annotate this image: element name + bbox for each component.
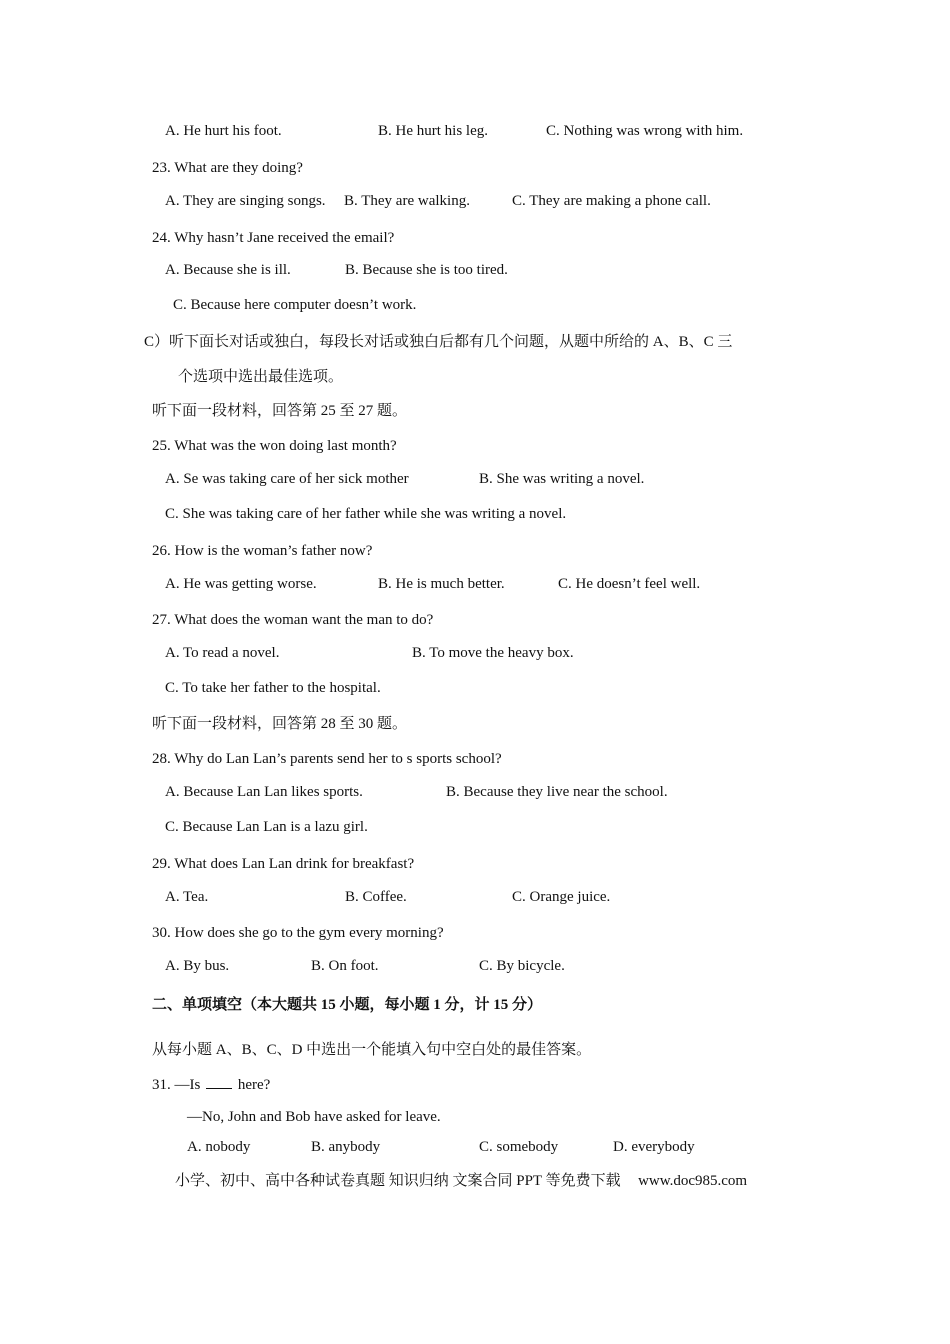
q24-option-c: C. Because here computer doesn’t work. bbox=[173, 297, 417, 313]
page-footer bbox=[175, 1171, 747, 1191]
q30-option-c: C. By bicycle. bbox=[479, 958, 565, 974]
q25-option-b: B. She was writing a novel. bbox=[479, 471, 645, 487]
q26-option-b: B. He is much better. bbox=[378, 576, 505, 592]
q28-option-a: A. Because Lan Lan likes sports. bbox=[165, 784, 363, 800]
q29-option-b: B. Coffee. bbox=[345, 889, 407, 905]
q25-option-c: C. She was taking care of her father while she was writing a novel. bbox=[165, 506, 567, 522]
q31-option-a: A. nobody bbox=[187, 1139, 251, 1155]
q22-option-b: B. He hurt his leg. bbox=[378, 123, 488, 139]
q24-stem: 24. Why hasn’t Jane received the email? bbox=[152, 230, 395, 246]
q31-option-b: B. anybody bbox=[311, 1139, 381, 1155]
q28-option-b: B. Because they live near the school. bbox=[446, 784, 668, 800]
group2-intro: 听下面一段材料，回答第 28 至 30 题。 bbox=[152, 716, 408, 732]
q22-option-a: A. He hurt his foot. bbox=[165, 123, 282, 139]
q31-stem-start: 31. —Is bbox=[152, 1077, 201, 1093]
q31-option-c: C. somebody bbox=[479, 1139, 559, 1155]
q27-stem: 27. What does the woman want the man to do? bbox=[152, 612, 434, 628]
q25-stem: 25. What was the won doing last month? bbox=[152, 438, 397, 454]
group1-intro: 听下面一段材料，回答第 25 至 27 题。 bbox=[152, 403, 408, 419]
section2-instruction: 从每小题 A、B、C、D 中选出一个能填入句中空白处的最佳答案。 bbox=[152, 1042, 592, 1058]
q27-option-a: A. To read a novel. bbox=[165, 645, 280, 661]
q31-stem bbox=[152, 1074, 270, 1095]
q29-option-a: A. Tea. bbox=[165, 889, 209, 905]
q22-option-c: C. Nothing was wrong with him. bbox=[546, 123, 744, 139]
q26-stem: 26. How is the woman’s father now? bbox=[152, 543, 373, 559]
q27-option-c: C. To take her father to the hospital. bbox=[165, 680, 381, 696]
part-c-instruction-line2: 个选项中选出最佳选项。 bbox=[178, 369, 344, 385]
q24-option-a: A. Because she is ill. bbox=[165, 262, 291, 278]
q31-answer-blank bbox=[206, 1074, 232, 1089]
q31-option-d: D. everybody bbox=[613, 1139, 695, 1155]
footer-url[interactable]: www.doc985.com bbox=[638, 1173, 748, 1189]
q30-option-a: A. By bus. bbox=[165, 958, 230, 974]
q23-stem: 23. What are they doing? bbox=[152, 160, 303, 176]
q26-option-c: C. He doesn’t feel well. bbox=[558, 576, 701, 592]
part-c-instruction-line1: C）听下面长对话或独白，每段长对话或独白后都有几个问题，从题中所给的 A、B、C 三 bbox=[144, 334, 733, 350]
q24-option-b: B. Because she is too tired. bbox=[345, 262, 508, 278]
q23-option-a: A. They are singing songs. bbox=[165, 193, 326, 209]
footer-text: 小学、初中、高中各种试卷真题 知识归纳 文案合同 PPT 等免费下载 bbox=[175, 1173, 621, 1189]
section2-title: 二、单项填空（本大题共 15 小题，每小题 1 分，计 15 分） bbox=[152, 997, 543, 1013]
q31-reply: —No, John and Bob have asked for leave. bbox=[187, 1109, 441, 1125]
q25-option-a: A. Se was taking care of her sick mother bbox=[165, 471, 409, 487]
q29-stem: 29. What does Lan Lan drink for breakfast? bbox=[152, 856, 415, 872]
q29-option-c: C. Orange juice. bbox=[512, 889, 611, 905]
q27-option-b: B. To move the heavy box. bbox=[412, 645, 574, 661]
q31-stem-end: here? bbox=[237, 1077, 271, 1093]
q23-option-c: C. They are making a phone call. bbox=[512, 193, 711, 209]
q28-option-c: C. Because Lan Lan is a lazu girl. bbox=[165, 819, 368, 835]
q26-option-a: A. He was getting worse. bbox=[165, 576, 317, 592]
q28-stem: 28. Why do Lan Lan’s parents send her to s sports school? bbox=[152, 751, 502, 767]
q30-option-b: B. On foot. bbox=[311, 958, 379, 974]
q23-option-b: B. They are walking. bbox=[344, 193, 470, 209]
q30-stem: 30. How does she go to the gym every morning? bbox=[152, 925, 444, 941]
